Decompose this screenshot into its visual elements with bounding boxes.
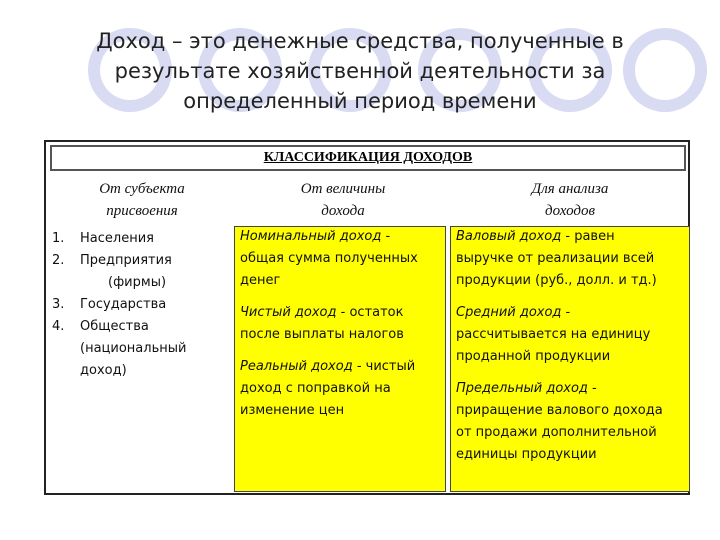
entry-term: Средний доход — [456, 305, 562, 320]
ring-shape — [635, 40, 695, 100]
entry-text: доход с поправкой на — [240, 381, 391, 396]
entry-text: выручке от реализации всей — [456, 251, 655, 266]
subject-list — [52, 228, 232, 382]
title-line: определенный период времени — [183, 89, 537, 113]
entry-text: общая сумма полученных — [240, 251, 418, 266]
entry-text: - — [587, 381, 597, 396]
entry-term: Реальный доход — [240, 359, 353, 374]
entry-text: изменение цен — [240, 403, 345, 418]
entry-text: - остаток — [336, 305, 404, 320]
title-line: Доход – это денежные средства, полученные в — [96, 29, 624, 53]
slide-title — [80, 26, 640, 116]
list-number: 3. — [52, 297, 65, 312]
entry-text: продукции (руб., долл. и тд.) — [456, 273, 657, 288]
table-heading — [50, 145, 686, 171]
list-subtext: (национальный — [80, 341, 187, 356]
column-header-line: дохода — [321, 203, 365, 219]
list-number: 4. — [52, 319, 65, 334]
entry-text: - чистый — [352, 359, 416, 374]
column-header-analysis — [452, 178, 688, 226]
list-item — [52, 228, 232, 250]
list-text: Предприятия — [80, 253, 172, 268]
table-heading-text: КЛАССИФИКАЦИЯ ДОХОДОВ — [263, 150, 473, 165]
income-entry — [456, 226, 688, 292]
column-header-subject — [52, 178, 232, 226]
list-text: Государства — [80, 297, 167, 312]
column-header-line: От величины — [300, 181, 386, 197]
list-subtext: (фирмы) — [108, 275, 167, 290]
income-entry — [240, 356, 445, 422]
entry-term: Предельный доход — [456, 381, 588, 396]
entry-text: - — [381, 229, 391, 244]
title-line: результате хозяйственной деятельности за — [114, 59, 606, 83]
list-item — [52, 316, 232, 382]
entry-term: Номинальный доход — [240, 229, 382, 244]
column-header-line: Для анализа — [531, 181, 609, 197]
income-entry — [456, 302, 688, 368]
list-number: 1. — [52, 231, 65, 246]
income-entry — [240, 302, 445, 346]
entry-text: - — [561, 305, 571, 320]
column-header-line: От субъекта — [99, 181, 185, 197]
entry-text: от продажи дополнительной — [456, 425, 657, 440]
entry-term: Валовый доход — [456, 229, 562, 244]
list-subtext: доход) — [80, 363, 127, 378]
column-header-line: присвоения — [106, 203, 178, 219]
column-header-line: доходов — [545, 203, 595, 219]
income-entry — [240, 226, 445, 292]
list-item — [52, 294, 232, 316]
entry-text: - равен — [561, 229, 615, 244]
list-text: Общества — [80, 319, 149, 334]
entry-text: проданной продукции — [456, 349, 611, 364]
entry-text: приращение валового дохода — [456, 403, 663, 418]
entry-term: Чистый доход — [240, 305, 337, 320]
list-number: 2. — [52, 253, 65, 268]
entry-text: рассчитывается на единицу — [456, 327, 651, 342]
income-entry — [456, 378, 688, 466]
list-text: Населения — [80, 231, 154, 246]
entry-text: после выплаты налогов — [240, 327, 404, 342]
entry-text: единицы продукции — [456, 447, 597, 462]
entry-text: денег — [240, 273, 281, 288]
list-item — [52, 250, 232, 294]
column-header-magnitude — [238, 178, 448, 226]
